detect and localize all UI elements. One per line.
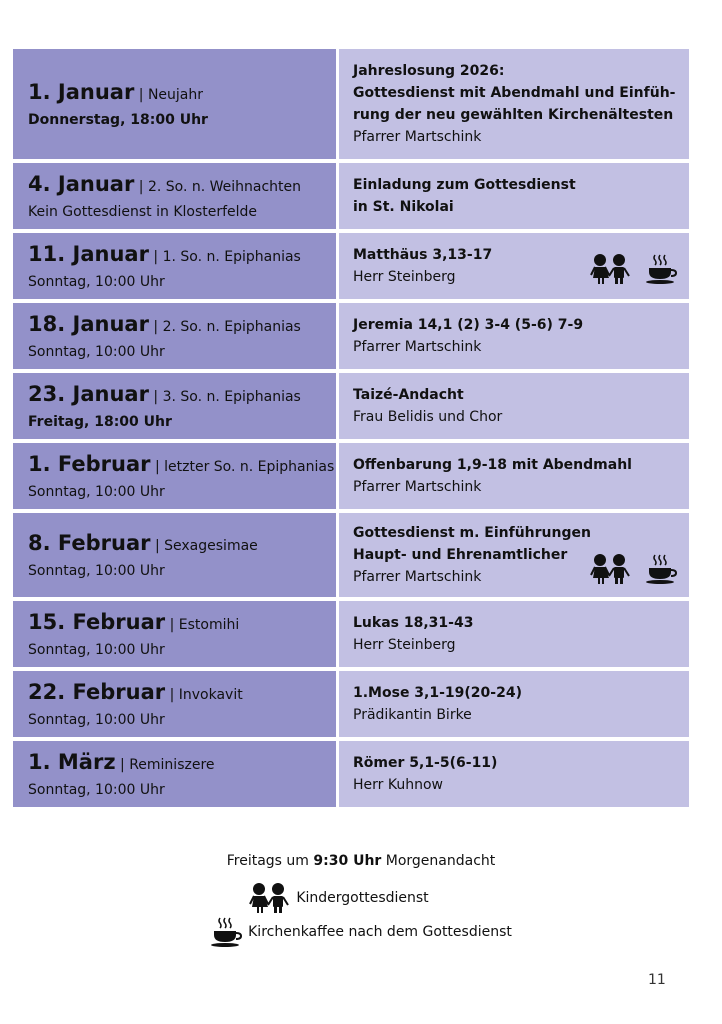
service-topic: Offenbarung 1,9-18 mit Abendmahl <box>353 457 632 473</box>
service-topic: Jeremia 14,1 (2) 3-4 (5-6) 7-9 <box>353 317 584 333</box>
service-speaker: Herr Steinberg <box>353 269 456 285</box>
kids-icon <box>589 553 631 585</box>
separator: | <box>165 686 179 703</box>
service-topic: Haupt- und Ehrenamtlicher <box>353 547 568 563</box>
service-date: 4. Januar <box>28 171 135 196</box>
date-line <box>28 678 336 709</box>
service-topic: Gottesdienst m. Einführungen <box>353 525 591 541</box>
service-speaker: Herr Kuhnow <box>353 777 443 793</box>
content-cell <box>339 513 689 597</box>
liturgical-sunday: letzter So. n. Epiphanias <box>164 458 335 475</box>
service-time: Sonntag, 10:00 Uhr <box>28 781 165 798</box>
separator: | <box>115 756 130 773</box>
content-cell <box>339 601 689 667</box>
coffee-icon <box>645 553 677 585</box>
service-time: Sonntag, 10:00 Uhr <box>28 483 165 500</box>
service-time: Sonntag, 10:00 Uhr <box>28 641 165 658</box>
kids-icon <box>248 882 290 914</box>
service-row <box>13 163 689 229</box>
liturgical-sunday: Invokavit <box>178 686 243 703</box>
service-speaker: Pfarrer Martschink <box>353 569 482 585</box>
separator: | <box>150 537 165 554</box>
kids-icon <box>589 253 631 285</box>
service-row <box>13 373 689 439</box>
separator: | <box>165 616 179 633</box>
separator: | <box>148 388 163 405</box>
service-row <box>13 601 689 667</box>
service-icons <box>589 253 677 285</box>
service-row <box>13 443 689 509</box>
service-topic: Matthäus 3,13-17 <box>353 247 493 263</box>
liturgical-sunday: Reminiszere <box>129 756 215 773</box>
coffee-icon <box>645 253 677 285</box>
service-time: Kein Gottesdienst in Klosterfelde <box>28 203 258 220</box>
date-cell <box>13 601 339 667</box>
separator: | <box>134 178 148 195</box>
service-speaker: Prädikantin Birke <box>353 707 472 723</box>
legend-label: Kindergottesdienst <box>296 890 429 906</box>
separator: | <box>150 458 165 475</box>
date-line <box>28 608 336 639</box>
legend-label: Kirchenkaffee nach dem Gottesdienst <box>248 924 512 940</box>
service-row <box>13 233 689 299</box>
date-line <box>28 529 336 560</box>
service-time: Sonntag, 10:00 Uhr <box>28 343 165 360</box>
liturgical-sunday: Estomihi <box>178 616 240 633</box>
content-cell <box>339 373 689 439</box>
content-cell <box>339 233 689 299</box>
service-topic: Lukas 18,31-43 <box>353 615 474 631</box>
service-date: 8. Februar <box>28 530 151 555</box>
service-row <box>13 49 689 159</box>
date-line <box>28 78 336 109</box>
separator: | <box>148 318 163 335</box>
service-row <box>13 741 689 807</box>
service-topic: Gottesdienst mit Abendmahl und Einfüh- <box>353 85 676 101</box>
content-cell <box>339 671 689 737</box>
service-topic: rung der neu gewählten Kirchenältesten <box>353 107 674 123</box>
service-time: Sonntag, 10:00 Uhr <box>28 711 165 728</box>
date-line <box>28 170 336 201</box>
liturgical-sunday: 3. So. n. Epiphanias <box>162 388 301 405</box>
date-cell <box>13 671 339 737</box>
date-cell <box>13 303 339 369</box>
legend <box>0 882 722 948</box>
legend-item <box>0 882 722 914</box>
date-cell <box>13 233 339 299</box>
content-cell <box>339 741 689 807</box>
service-row <box>13 513 689 597</box>
coffee-icon <box>210 916 242 948</box>
date-line <box>28 748 336 779</box>
page-number: 11 <box>648 972 666 988</box>
service-speaker: Pfarrer Martschink <box>353 479 482 495</box>
service-row <box>13 303 689 369</box>
service-speaker: Frau Belidis und Chor <box>353 409 503 425</box>
friday-note: Freitags um 9:30 Uhr Morgenandacht <box>226 853 496 869</box>
service-icons <box>589 553 677 585</box>
service-date: 1. Februar <box>28 451 151 476</box>
service-date: 15. Februar <box>28 609 166 634</box>
liturgical-sunday: 1. So. n. Epiphanias <box>162 248 301 265</box>
liturgical-sunday: 2. So. n. Weihnachten <box>147 178 302 195</box>
date-cell <box>13 513 339 597</box>
date-line <box>28 380 336 411</box>
service-time: Sonntag, 10:00 Uhr <box>28 273 165 290</box>
date-cell <box>13 49 339 159</box>
separator: | <box>134 86 148 103</box>
service-topic: Jahreslosung 2026: <box>353 63 505 79</box>
service-topic: Römer 5,1-5(6-11) <box>353 755 498 771</box>
service-topic: Einladung zum Gottesdienst <box>353 177 576 193</box>
service-row <box>13 671 689 737</box>
service-topic: Taizé-Andacht <box>353 387 464 403</box>
date-cell <box>13 163 339 229</box>
liturgical-sunday: Neujahr <box>147 86 203 103</box>
service-schedule <box>13 49 689 811</box>
service-date: 1. Januar <box>28 79 135 104</box>
service-time: Donnerstag, 18:00 Uhr <box>28 111 208 128</box>
service-time: Freitag, 18:00 Uhr <box>28 413 172 430</box>
date-line <box>28 450 336 481</box>
service-date: 18. Januar <box>28 311 149 336</box>
date-cell <box>13 741 339 807</box>
content-cell <box>339 303 689 369</box>
content-cell <box>339 443 689 509</box>
service-topic: 1.Mose 3,1-19(20-24) <box>353 685 522 701</box>
service-time: Sonntag, 10:00 Uhr <box>28 562 165 579</box>
service-date: 23. Januar <box>28 381 149 406</box>
legend-item <box>0 916 722 948</box>
footer <box>0 850 722 948</box>
date-line <box>28 310 336 341</box>
service-date: 11. Januar <box>28 241 149 266</box>
service-date: 22. Februar <box>28 679 166 704</box>
content-cell <box>339 49 689 159</box>
date-cell <box>13 443 339 509</box>
date-cell <box>13 373 339 439</box>
liturgical-sunday: 2. So. n. Epiphanias <box>162 318 301 335</box>
liturgical-sunday: Sexagesimae <box>164 537 258 554</box>
separator: | <box>148 248 163 265</box>
service-speaker: Pfarrer Martschink <box>353 129 482 145</box>
service-speaker: Herr Steinberg <box>353 637 456 653</box>
date-line <box>28 240 336 271</box>
content-cell <box>339 163 689 229</box>
service-topic: in St. Nikolai <box>353 199 454 215</box>
service-date: 1. März <box>28 749 116 774</box>
service-speaker: Pfarrer Martschink <box>353 339 482 355</box>
